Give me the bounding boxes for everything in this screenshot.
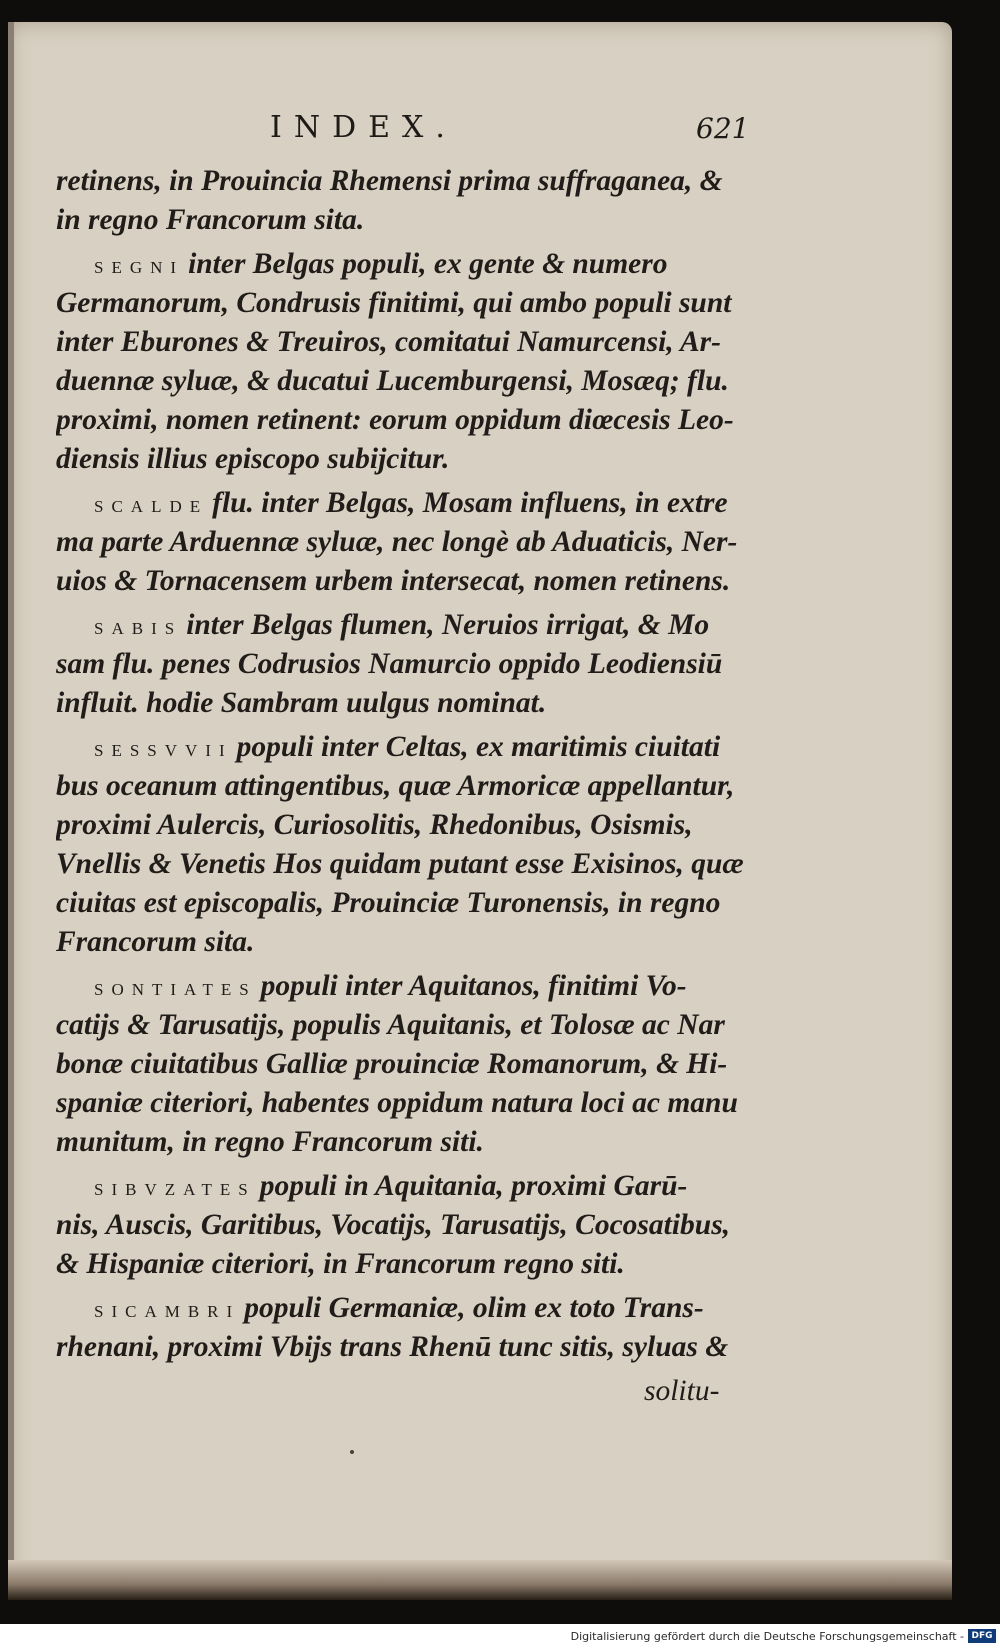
- text-line: [56, 806, 768, 845]
- text-line: [56, 923, 768, 962]
- line-text: & Hispaniæ citeriori, in Francorum regno siti.: [56, 1248, 625, 1280]
- text-line: [56, 1167, 768, 1206]
- text-line: [56, 1328, 768, 1367]
- text-line: [56, 767, 768, 806]
- index-entry: [56, 162, 768, 240]
- text-line: [56, 606, 768, 645]
- line-text: duennæ syluæ, & ducatui Lucemburgensi, Mosæq; flu.: [56, 365, 729, 397]
- line-text: sam flu. penes Codrusios Namurcio oppido Leodiensiū: [56, 648, 723, 680]
- text-line: [56, 401, 768, 440]
- line-text: in regno Francorum sita.: [56, 204, 365, 236]
- entry-headword: SICAMBRI: [94, 1302, 241, 1321]
- text-line: [56, 284, 768, 323]
- text-line: [56, 884, 768, 923]
- text-line: [56, 645, 768, 684]
- text-line: [56, 201, 768, 240]
- page-left-edge: [8, 22, 14, 1596]
- paper-speck: [350, 1450, 354, 1454]
- index-entry: [56, 1289, 768, 1367]
- entry-headword: SCALDE: [94, 497, 209, 516]
- digitization-footer: [0, 1624, 1000, 1650]
- text-line: [56, 245, 768, 284]
- text-line: [56, 162, 768, 201]
- line-text: catijs & Tarusatijs, populis Aquitanis, et Tolosæ ac Nar: [56, 1009, 725, 1041]
- index-text-block: [56, 162, 768, 1411]
- line-text: inter Belgas flumen, Neruios irrigat, & Mo: [186, 609, 710, 641]
- text-line: [56, 1045, 768, 1084]
- text-line: [56, 1006, 768, 1045]
- line-text: bus oceanum attingentibus, quæ Armoricæ appellantur,: [56, 770, 735, 802]
- line-text: proximi, nomen retinent: eorum oppidum diœcesis Leo-: [56, 404, 734, 436]
- line-text: inter Eburones & Treuiros, comitatui Namurcensi, Ar-: [56, 326, 721, 358]
- text-line: [56, 523, 768, 562]
- dfg-logo: DFG: [968, 1629, 996, 1643]
- line-text: nis, Auscis, Garitibus, Vocatijs, Tarusatijs, Cocosatibus,: [56, 1209, 731, 1241]
- running-head: INDEX.: [270, 110, 457, 145]
- line-text: ma parte Arduennæ syluæ, nec longè ab Aduaticis, Ner-: [56, 526, 738, 558]
- text-line: [56, 1289, 768, 1328]
- entry-headword: SIBVZATES: [94, 1180, 256, 1199]
- line-text: flu. inter Belgas, Mosam influens, in extre: [212, 487, 728, 519]
- book-page: [8, 22, 952, 1596]
- line-text: munitum, in regno Francorum siti.: [56, 1126, 484, 1158]
- line-text: populi inter Aquitanos, finitimi Vo-: [260, 970, 687, 1002]
- text-line: [56, 562, 768, 601]
- entry-headword: SESSVVII: [94, 741, 233, 760]
- text-line: [56, 1123, 768, 1162]
- entry-headword: SONTIATES: [94, 980, 257, 999]
- index-entry: [56, 728, 768, 962]
- index-entry: [56, 606, 768, 723]
- line-text: ciuitas est episcopalis, Prouinciæ Turonensis, in regno: [56, 887, 721, 919]
- line-text: Germanorum, Condrusis finitimi, qui ambo populi sunt: [56, 287, 732, 319]
- text-line: [56, 323, 768, 362]
- text-line: [56, 684, 768, 723]
- catchword: solitu-: [644, 1375, 720, 1407]
- text-line: [56, 1206, 768, 1245]
- line-text: Francorum sita.: [56, 926, 255, 958]
- text-line: [56, 728, 768, 767]
- line-text: retinens, in Prouincia Rhemensi prima suffraganea, &: [56, 165, 723, 197]
- line-text: Vnellis & Venetis Hos quidam putant esse Exisinos, quæ: [56, 848, 744, 880]
- entry-headword: SEGNI: [94, 258, 185, 277]
- text-line: [56, 1245, 768, 1284]
- text-line: [56, 484, 768, 523]
- page-header: [8, 110, 952, 150]
- line-text: inter Belgas populi, ex gente & numero: [188, 248, 668, 280]
- index-entry: [56, 1167, 768, 1284]
- text-line: [56, 362, 768, 401]
- line-text: influit. hodie Sambram uulgus nominat.: [56, 687, 547, 719]
- line-text: spaniæ citeriori, habentes oppidum natura loci ac manu: [56, 1087, 738, 1119]
- text-line: [56, 440, 768, 479]
- text-line: [56, 845, 768, 884]
- index-entry: [56, 967, 768, 1162]
- index-entry: [56, 484, 768, 601]
- text-line: [56, 967, 768, 1006]
- entry-headword: SABIS: [94, 619, 183, 638]
- line-text: rhenani, proximi Vbijs trans Rhenū tunc sitis, syluas &: [56, 1331, 729, 1363]
- line-text: diensis illius episcopo subijcitur.: [56, 443, 450, 475]
- line-text: populi Germaniæ, olim ex toto Trans-: [244, 1292, 704, 1324]
- line-text: bonæ ciuitatibus Galliæ prouinciæ Romanorum, & Hi-: [56, 1048, 728, 1080]
- footer-credit: Digitalisierung gefördert durch die Deutsche Forschungsgemeinschaft -: [570, 1630, 964, 1643]
- line-text: populi inter Celtas, ex maritimis ciuitati: [236, 731, 721, 763]
- line-text: proximi Aulercis, Curiosolitis, Rhedonibus, Osismis,: [56, 809, 693, 841]
- index-entry: [56, 245, 768, 479]
- text-line: [56, 1084, 768, 1123]
- page-bottom-edge: [8, 1560, 952, 1600]
- catchword-line: [56, 1372, 768, 1411]
- page-number: 621: [696, 112, 750, 145]
- line-text: uios & Tornacensem urbem intersecat, nomen retinens.: [56, 565, 731, 597]
- line-text: populi in Aquitania, proximi Garū-: [259, 1170, 688, 1202]
